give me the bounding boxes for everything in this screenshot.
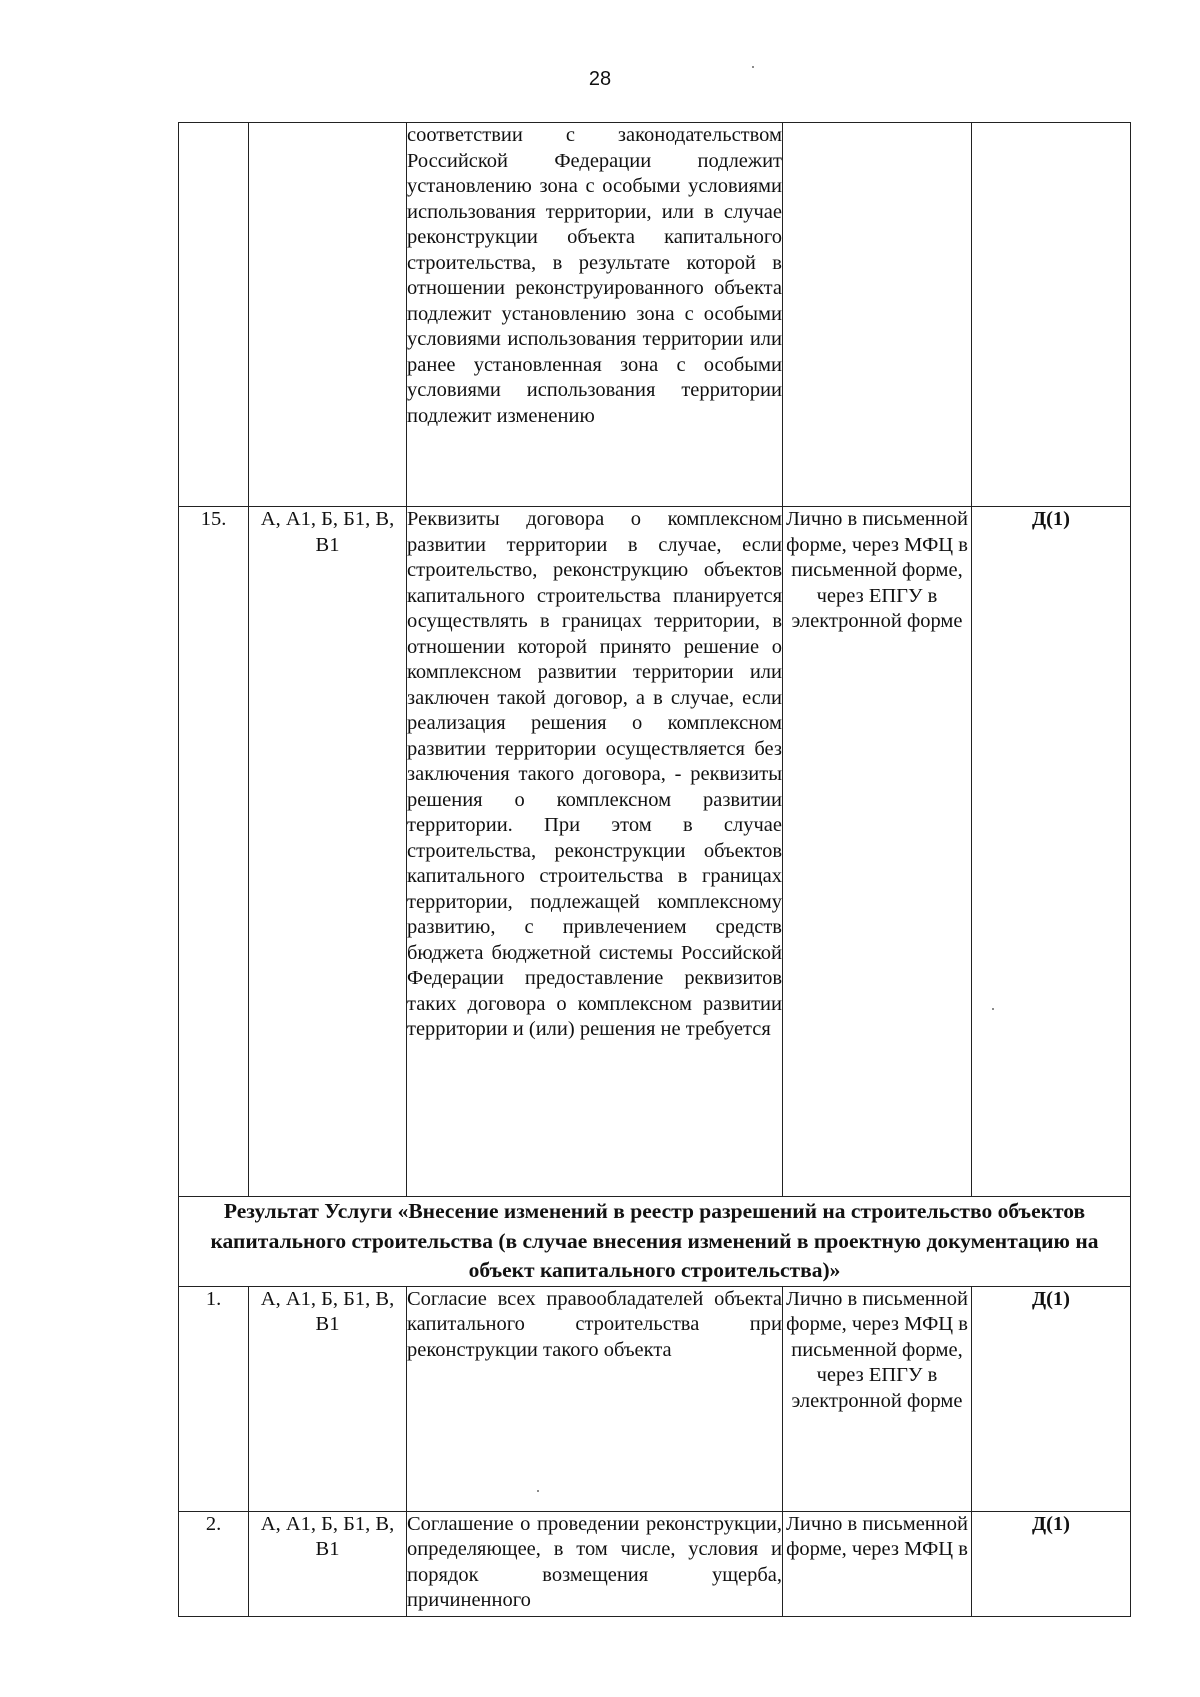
document-description-cell — [407, 1286, 783, 1511]
scan-speck — [537, 1490, 539, 1492]
page-number: 28 — [588, 68, 612, 90]
document-code-cell: Д(1) — [972, 1286, 1131, 1511]
row-number-cell — [179, 123, 249, 507]
section-header: Результат Услуги «Внесение изменений в реестр разрешений на строительство объектов капитального строительства (в случае внесения изменений в проектную документацию на объект капитального строительства)» — [179, 1197, 1131, 1287]
table-row — [179, 123, 1131, 507]
row-number-cell: 1. — [179, 1286, 249, 1511]
document-description-cell — [407, 507, 783, 1197]
applicant-categories-cell — [249, 123, 407, 507]
table-row — [179, 1511, 1131, 1616]
document-description-text: Согласие всех правообладателей объекта капитального строительства при реконструкции такого объекта — [407, 1287, 782, 1361]
document-code-cell: Д(1) — [972, 1511, 1131, 1616]
applicant-categories-cell: А, А1, Б, Б1, В, В1 — [249, 1511, 407, 1616]
scan-speck — [752, 66, 754, 68]
submission-method-cell — [783, 123, 972, 507]
document-code-cell — [972, 123, 1131, 507]
requirements-table — [178, 122, 1131, 1617]
applicant-categories-cell: А, А1, Б, Б1, В, В1 — [249, 1286, 407, 1511]
document-description-text: соответствии с законодательством Российской Федерации подлежит установлению зона с особыми условиями использования территории, или в случае реконструкции объекта капитального строительства, в результате которой в отношении реконструированного объекта подлежит установлению зона с особыми условиями использования территории или ранее установленная зона с особыми условиями использования территории подлежит изменению — [407, 124, 782, 427]
document-description-text: Соглашение о проведении реконструкции, определяющее, в том числе, условия и порядок возмещения ущерба, причиненного — [407, 1512, 782, 1611]
table-row — [179, 1286, 1131, 1511]
submission-method-cell: Лично в письменной форме, через МФЦ в письменной форме, через ЕПГУ в электронной форме — [783, 1286, 972, 1511]
document-description-cell — [407, 1511, 783, 1616]
row-number-cell: 15. — [179, 507, 249, 1197]
submission-method-cell: Лично в письменной форме, через МФЦ в письменной форме, через ЕПГУ в электронной форме — [783, 507, 972, 1197]
row-number-cell: 2. — [179, 1511, 249, 1616]
applicant-categories-cell: А, А1, Б, Б1, В, В1 — [249, 507, 407, 1197]
table-row — [179, 507, 1131, 1197]
document-description-text: Реквизиты договора о комплексном развитии территории в случае, если строительство, реконструкцию объектов капитального строительства планируется осуществлять в границах территории, в отношении которой принято решение о комплексном развитии территории или заключен такой договор, а в случае, если реализация решения о комплексном развитии территории осуществляется без заключения такого договора, - реквизиты решения о комплексном развитии территории. При этом в случае строительства, реконструкции объектов капитального строительства в границах территории, подлежащей комплексному развитию, с привлечением средств бюджета бюджетной системы Российской Федерации предоставление реквизитов таких договора о комплексном развитии территории и (или) решения не требуется — [407, 508, 782, 1040]
document-code-cell: Д(1) — [972, 507, 1131, 1197]
submission-method-cell: Лично в письменной форме, через МФЦ в — [783, 1511, 972, 1616]
document-description-cell — [407, 123, 783, 507]
section-header-row — [179, 1197, 1131, 1287]
scan-speck — [992, 1008, 994, 1010]
